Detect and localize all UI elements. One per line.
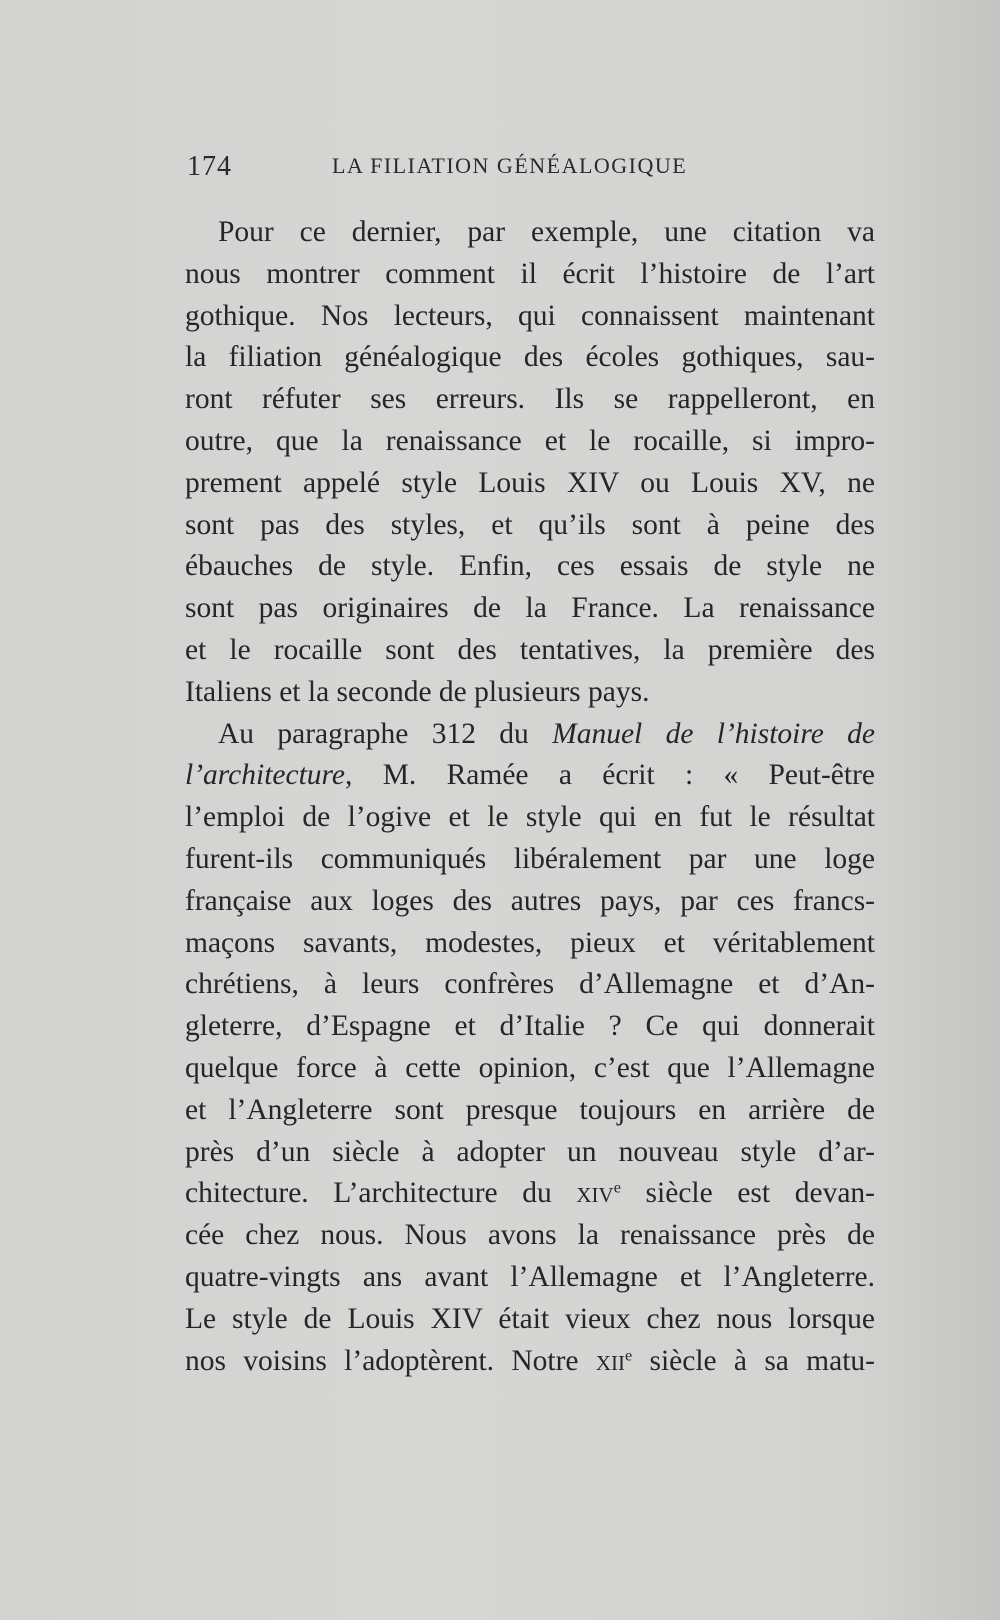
page-header: [187, 147, 877, 183]
text-line: ront réfuter ses erreurs. Ils se rappelleront, en: [185, 383, 875, 416]
text-segment: nos voisins l’adoptèrent. Notre: [185, 1344, 596, 1377]
text-segment: siècle est devan-: [620, 1177, 875, 1210]
text-line: nous montrer comment il écrit l’histoire de l’art: [185, 257, 875, 290]
text-line: la filiation généalogique des écoles gothiques, sau-: [185, 341, 875, 374]
body-text: [185, 212, 875, 1382]
text-line: ébauches de style. Enfin, ces essais de style ne: [185, 550, 875, 583]
text-line: et le rocaille sont des tentatives, la première des: [185, 633, 875, 666]
text-line: furent-ils communiqués libéralement par une loge: [185, 842, 875, 875]
text-line: gleterre, d’Espagne et d’Italie ? Ce qui donnerait: [185, 1010, 875, 1043]
text-line: française aux loges des autres pays, par ces francs-: [185, 884, 875, 917]
text-line: quatre-vingts ans avant l’Allemagne et l’Angleterre.: [185, 1260, 875, 1293]
page-number: 174: [187, 151, 232, 182]
text-line: outre, que la renaissance et le rocaille, si impro-: [185, 424, 875, 457]
paragraph-2: [185, 714, 875, 1383]
text-line: chrétiens, à leurs confrères d’Allemagne et d’An-: [185, 968, 875, 1001]
text-line: sont pas originaires de la France. La renaissance: [185, 592, 875, 625]
text-line: cée chez nous. Nous avons la renaissance près de: [185, 1219, 875, 1252]
text-line: l’emploi de l’ogive et le style qui en fut le résultat: [185, 801, 875, 834]
text-line: sont pas des styles, et qu’ils sont à peine des: [185, 508, 875, 541]
century-numeral: xiv: [576, 1177, 614, 1210]
paragraph-1: [185, 212, 875, 714]
text-line: près d’un siècle à adopter un nouveau style d’ar-: [185, 1135, 875, 1168]
text-segment: siècle à sa matu-: [632, 1344, 875, 1377]
text-line: Pour ce dernier, par exemple, une citation va: [218, 216, 875, 248]
book-title-italic: Manuel de l’histoire de: [552, 717, 875, 750]
text-line: Le style de Louis XIV était vieux chez nous lorsque: [185, 1302, 875, 1335]
text-line: [185, 1173, 875, 1215]
text-line: [185, 714, 875, 756]
text-line: prement appelé style Louis XIV ou Louis XV, ne: [185, 466, 875, 499]
ordinal-superscript: e: [624, 1345, 633, 1364]
book-title-italic: l’architecture,: [185, 759, 353, 792]
century-numeral: xii: [595, 1344, 625, 1377]
running-head: LA FILIATION GÉNÉALOGIQUE: [332, 153, 688, 178]
text-line: maçons savants, modestes, pieux et véritablement: [185, 926, 875, 959]
text-line: [185, 755, 875, 797]
text-line: gothique. Nos lecteurs, qui connaissent maintenant: [185, 299, 875, 332]
text-segment: chitecture. L’architecture du: [185, 1177, 577, 1210]
text-segment: M. Ramée a écrit : « Peut-être: [352, 759, 875, 792]
text-line: Italiens et la seconde de plusieurs pays.: [185, 675, 650, 708]
text-segment: Au paragraphe 312 du: [218, 717, 553, 750]
text-line: et l’Angleterre sont presque toujours en arrière de: [185, 1093, 875, 1126]
text-line: [185, 1341, 875, 1383]
ordinal-superscript: e: [613, 1178, 621, 1197]
text-line: quelque force à cette opinion, c’est que l’Allemagne: [185, 1051, 875, 1084]
